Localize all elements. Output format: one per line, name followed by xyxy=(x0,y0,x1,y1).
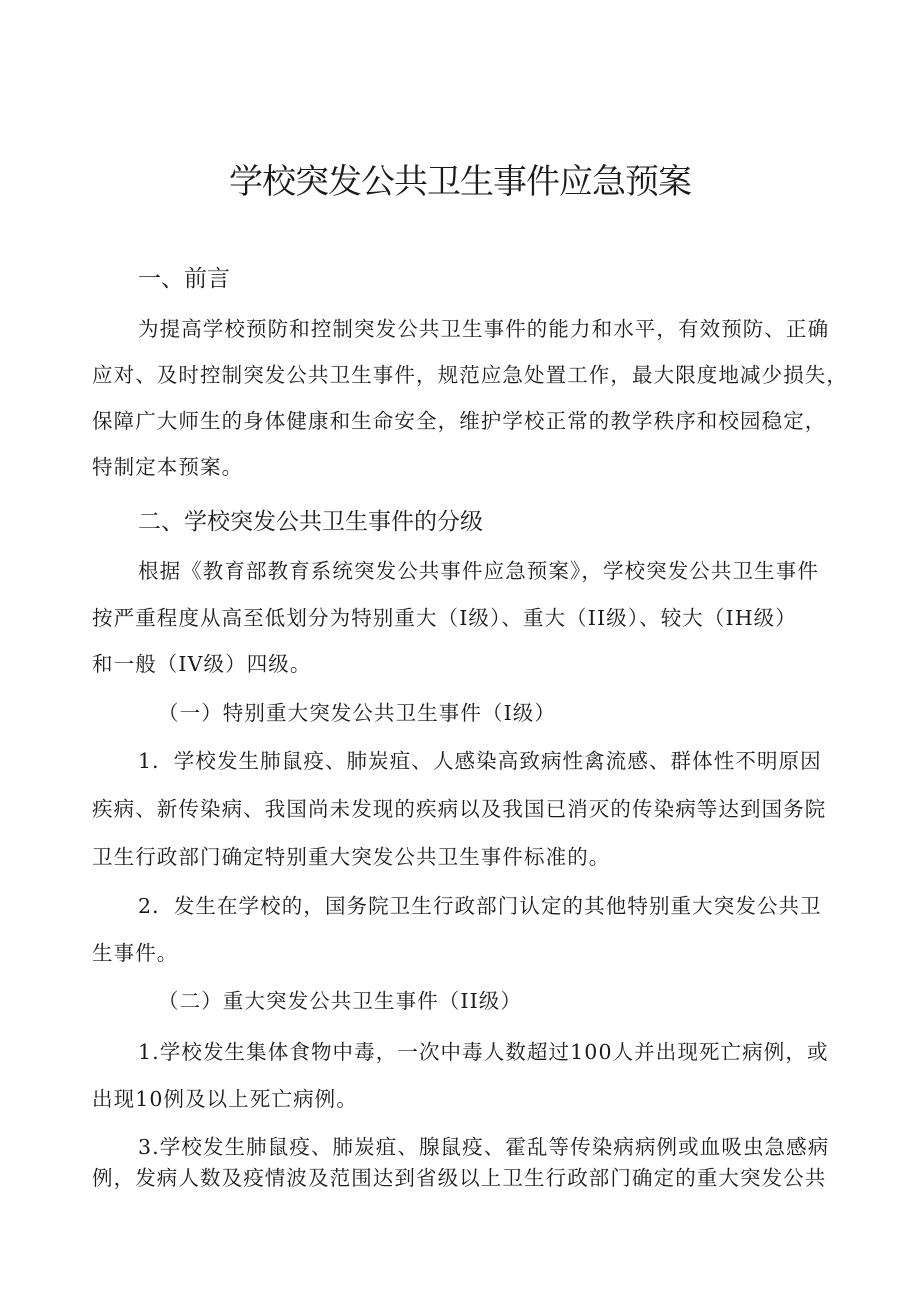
document-title: 学校突发公共卫生事件应急预案 xyxy=(229,162,691,202)
paragraph-line: 卫生行政部门确定特别重大突发公共卫生事件标准的。 xyxy=(92,845,611,869)
paragraph-line: 1．学校发生肺鼠疫、肺炭疽、人感染高致病性禽流感、群体性不明原因 xyxy=(138,749,822,773)
paragraph-line: 为提高学校预防和控制突发公共卫生事件的能力和水平，有效预防、正确 xyxy=(138,317,830,341)
paragraph-line: 生事件。 xyxy=(92,941,179,965)
paragraph-line: 出现10例及以上死亡病例。 xyxy=(92,1087,358,1111)
paragraph-line: 应对、及时控制突发公共卫生事件，规范应急处置工作，最大限度地减少损失， xyxy=(92,363,848,387)
paragraph-line: 2．发生在学校的，国务院卫生行政部门认定的其他特别重大突发公共卫 xyxy=(138,894,822,918)
paragraph-line: 疾病、新传染病、我国尚未发现的疾病以及我国已消灭的传染病等达到国务院 xyxy=(92,797,827,821)
subsection-heading-level-1: （一）特别重大突发公共卫生事件（I级） xyxy=(158,701,556,725)
paragraph-line: 保障广大师生的身体健康和生命安全，维护学校正常的教学秩序和校园稳定， xyxy=(92,409,827,433)
section-heading-preface: 一、前言 xyxy=(138,266,230,292)
paragraph-line: 3.学校发生肺鼠疫、肺炭疽、腺鼠疫、霍乱等传染病病例或血吸虫急感病 xyxy=(138,1135,830,1159)
paragraph-line: 例，发病人数及疫情波及范围达到省级以上卫生行政部门确定的重大突发公共 xyxy=(92,1166,827,1190)
paragraph-line: 1.学校发生集体食物中毒，一次中毒人数超过100人并出现死亡病例，或 xyxy=(138,1040,829,1064)
paragraph-line: 根据《教育部教育系统突发公共事件应急预案》，学校突发公共卫生事件 xyxy=(138,559,819,583)
paragraph-line: 和一般（IV级）四级。 xyxy=(92,652,312,676)
paragraph-line: 按严重程度从高至低划分为特别重大（I级）、重大（II级）、较大（IH级） xyxy=(92,606,797,630)
subsection-heading-level-2: （二）重大突发公共卫生事件（II级） xyxy=(158,989,522,1013)
section-heading-classification: 二、学校突发公共卫生事件的分级 xyxy=(138,509,483,535)
paragraph-line: 特制定本预案。 xyxy=(92,455,244,479)
